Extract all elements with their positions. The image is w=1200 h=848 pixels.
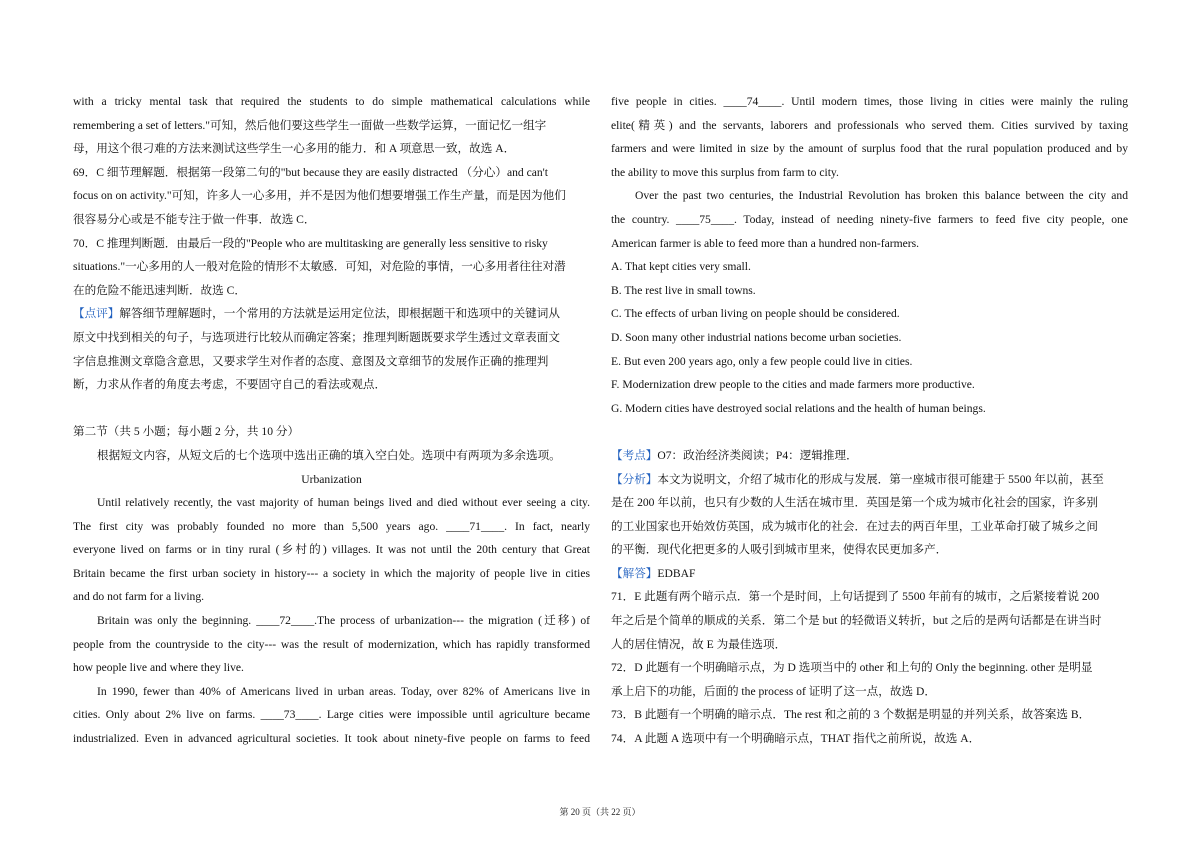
- text-line: 母，用这个很刁难的方法来测试这些学生一心多用的能力．和 A 项意思一致，故选 A．: [73, 142, 516, 156]
- text-line: 70．C 推理判断题．由最后一段的"People who are multitasking are generally less sensitive to risky: [73, 236, 548, 250]
- left-column: [73, 90, 590, 751]
- text-line: American farmer is able to feed more than a hundred non-farmers.: [611, 236, 920, 250]
- text-line: 74．A 此题 A 选项中有一个明确暗示点，THAT 指代之前所说，故选 A．: [611, 732, 981, 746]
- option-item: E. But even 200 years ago, only a few people could live in cities.: [611, 354, 913, 368]
- text-line: Britain was only the beginning. ____72____.The process of urbanization--- the migration (迁移) of: [97, 614, 590, 628]
- option-item: F. Modernization drew people to the cities and made farmers more productive.: [611, 378, 975, 392]
- text-line: [73, 302, 590, 326]
- kaodian-text: O7：政治经济类阅读；P4：逻辑推理．: [657, 448, 858, 462]
- text-line: the country. ____75____. Today, instead of needing ninety-five farmers to feed five city people, one: [611, 212, 1128, 226]
- passage-title: Urbanization: [301, 472, 362, 486]
- text-line: people from the countryside to the city--- was the result of modernization, which has rapidly transformed: [73, 637, 590, 651]
- text-line: and do not farm for a living.: [73, 590, 205, 604]
- text-line: Over the past two centuries, the Industrial Revolution has broken this balance between the city and: [635, 189, 1128, 203]
- options-list: [611, 255, 1128, 420]
- text-line: [611, 468, 1128, 492]
- text-line: 69．C 细节理解题．根据第一段第二句的"but because they are easily distracted （分心）and can't: [73, 165, 548, 179]
- option-item: C. The effects of urban living on people should be considered.: [611, 307, 900, 321]
- text-line: focus on on activity."可知，许多人一心多用，并不是因为他们想要增强工作生产量，而是因为他们: [73, 189, 566, 203]
- option-item: D. Soon many other industrial nations become urban societies.: [611, 330, 902, 344]
- answer-details: [611, 585, 1128, 750]
- text-line: five people in cities. ____74____. Until modern times, those living in cities were mainly the ruling: [611, 95, 1128, 108]
- text-line: In 1990, fewer than 40% of Americans lived in urban areas. Today, over 82% of Americans live in: [97, 684, 590, 698]
- kaodian-label: 【考点】: [611, 448, 658, 462]
- text-line: industrialized. Even in advanced agricultural societies. It took about ninety-five people on farms to feed: [73, 732, 590, 746]
- comment-block: [73, 302, 590, 396]
- passage-paragraph-3: [73, 680, 590, 751]
- text-line: 年之后是个简单的顺成的关系．第二个是 but 的轻微语义转折，but 之后的是两句话都是在讲当时: [611, 614, 1102, 628]
- text-line: situations."一心多用的人一般对危险的情形不太敏感．可知，对危险的事情，一心多用者往往对潜: [73, 260, 566, 274]
- analysis-block: [611, 468, 1128, 562]
- text-line: 73．B 此题有一个明确的暗示点．The rest 和之前的 3 个数据是明显的并列关系，故答案选 B．: [611, 708, 1091, 722]
- text-line: the ability to move this surplus from farm to city.: [611, 165, 839, 179]
- kaodian-block: [611, 444, 1128, 468]
- text-line: farmers and were limited in size by the amount of surplus food that the rural population produced and by: [611, 142, 1128, 156]
- answer-explanations-block: [73, 90, 590, 302]
- text-line: 是在 200 年以前，也只有少数的人生活在城市里．英国是第一个成为城市化社会的国家，许多别: [611, 496, 1098, 510]
- text-line: 原文中找到相关的句子，与选项进行比较从而确定答案；推理判断题既要求学生透过文章表面文: [73, 330, 560, 344]
- passage-paragraph-1: [73, 491, 590, 609]
- instructions: 根据短文内容，从短文后的七个选项中选出正确的填入空白处。选项中有两项为多余选项。: [97, 448, 561, 462]
- text-line: Britain became the first urban society in history--- a society in which the majority of people live in cities: [73, 566, 590, 580]
- page-footer: 第 20 页（共 22 页）: [559, 807, 641, 817]
- solution-block: [611, 562, 1128, 586]
- text-line: 的工业国家也开始效仿英国，成为城市化的社会．在过去的两百年里，工业革命打破了城乡之间: [611, 519, 1098, 533]
- solution-label: 【解答】: [611, 566, 658, 580]
- text-line: 71．E 此题有两个暗示点．第一个是时间，上句话提到了 5500 年前有的城市，之后紧接着说 200: [611, 590, 1100, 604]
- text-line: 72．D 此题有一个明确暗示点，为 D 选项当中的 other 和上句的 Only the beginning. other 是明显: [611, 661, 1093, 675]
- analysis-label: 【分析】: [611, 472, 658, 486]
- passage-paragraph-4: [611, 184, 1128, 255]
- text-line: 字信息推测文章隐含意思，又要求学生对作者的态度、意图及文章细节的发展作正确的推理判: [73, 354, 549, 368]
- comment-label: 【点评】: [73, 307, 120, 321]
- text-line: 承上启下的功能，后面的 the process of 证明了这一点，故选 D．: [611, 684, 936, 698]
- option-item: B. The rest live in small towns.: [611, 283, 756, 297]
- option-item: G. Modern cities have destroyed social relations and the health of human beings.: [611, 401, 986, 415]
- solution-answers: EDBAF: [657, 566, 696, 580]
- text-line: elite(精英) and the servants, laborers and professionals who served them. Cities survived by taxing: [611, 118, 1128, 132]
- text-line: how people live and where they live.: [73, 661, 244, 675]
- text-line: 在的危险不能迅速判断．故选 C．: [73, 283, 246, 297]
- text-line: remembering a set of letters."可知，然后他们要这些学生一面做一些数学运算，一面记忆一组字: [73, 118, 547, 132]
- text-line: everyone lived on farms or in tiny rural (乡村的) villages. It was not until the 20th century that Great: [73, 543, 590, 557]
- text-line: The first city was probably founded no more than 5,500 years ago. ____71____. In fact, nearly: [73, 519, 590, 533]
- passage-paragraph-2: [73, 609, 590, 680]
- text-line: 人的居住情况，故 E 为最佳选项．: [611, 637, 787, 651]
- text-line: with a tricky mental task that required the students to do simple mathematical calculations while: [73, 95, 590, 108]
- section-title: 第二节（共 5 小题；每小题 2 分，共 10 分）: [73, 425, 300, 439]
- text-line: Until relatively recently, the vast majority of human beings lived and died without ever seeing a city.: [97, 496, 590, 510]
- text-line: 断，力求从作者的角度去考虑，不要固守自己的看法或观点．: [73, 378, 387, 392]
- comment-text: 解答细节理解题时，一个常用的方法就是运用定位法，即根据题干和选项中的关键词从: [119, 307, 560, 321]
- option-item: A. That kept cities very small.: [611, 260, 751, 274]
- passage-paragraph-3-continued: [611, 90, 1128, 184]
- text-line: 的平衡．现代化把更多的人吸引到城市里来，使得农民更加多产．: [611, 543, 948, 557]
- right-column: [611, 90, 1128, 751]
- text-line: cities. Only about 2% live on farms. ____73____. Large cities were impossible until agriculture became: [73, 708, 590, 722]
- analysis-text: 本文为说明文，介绍了城市化的形成与发展．第一座城市很可能建于 5500 年以前，甚至: [657, 472, 1104, 486]
- text-line: 很容易分心或是不能专注于做一件事．故选 C．: [73, 212, 316, 226]
